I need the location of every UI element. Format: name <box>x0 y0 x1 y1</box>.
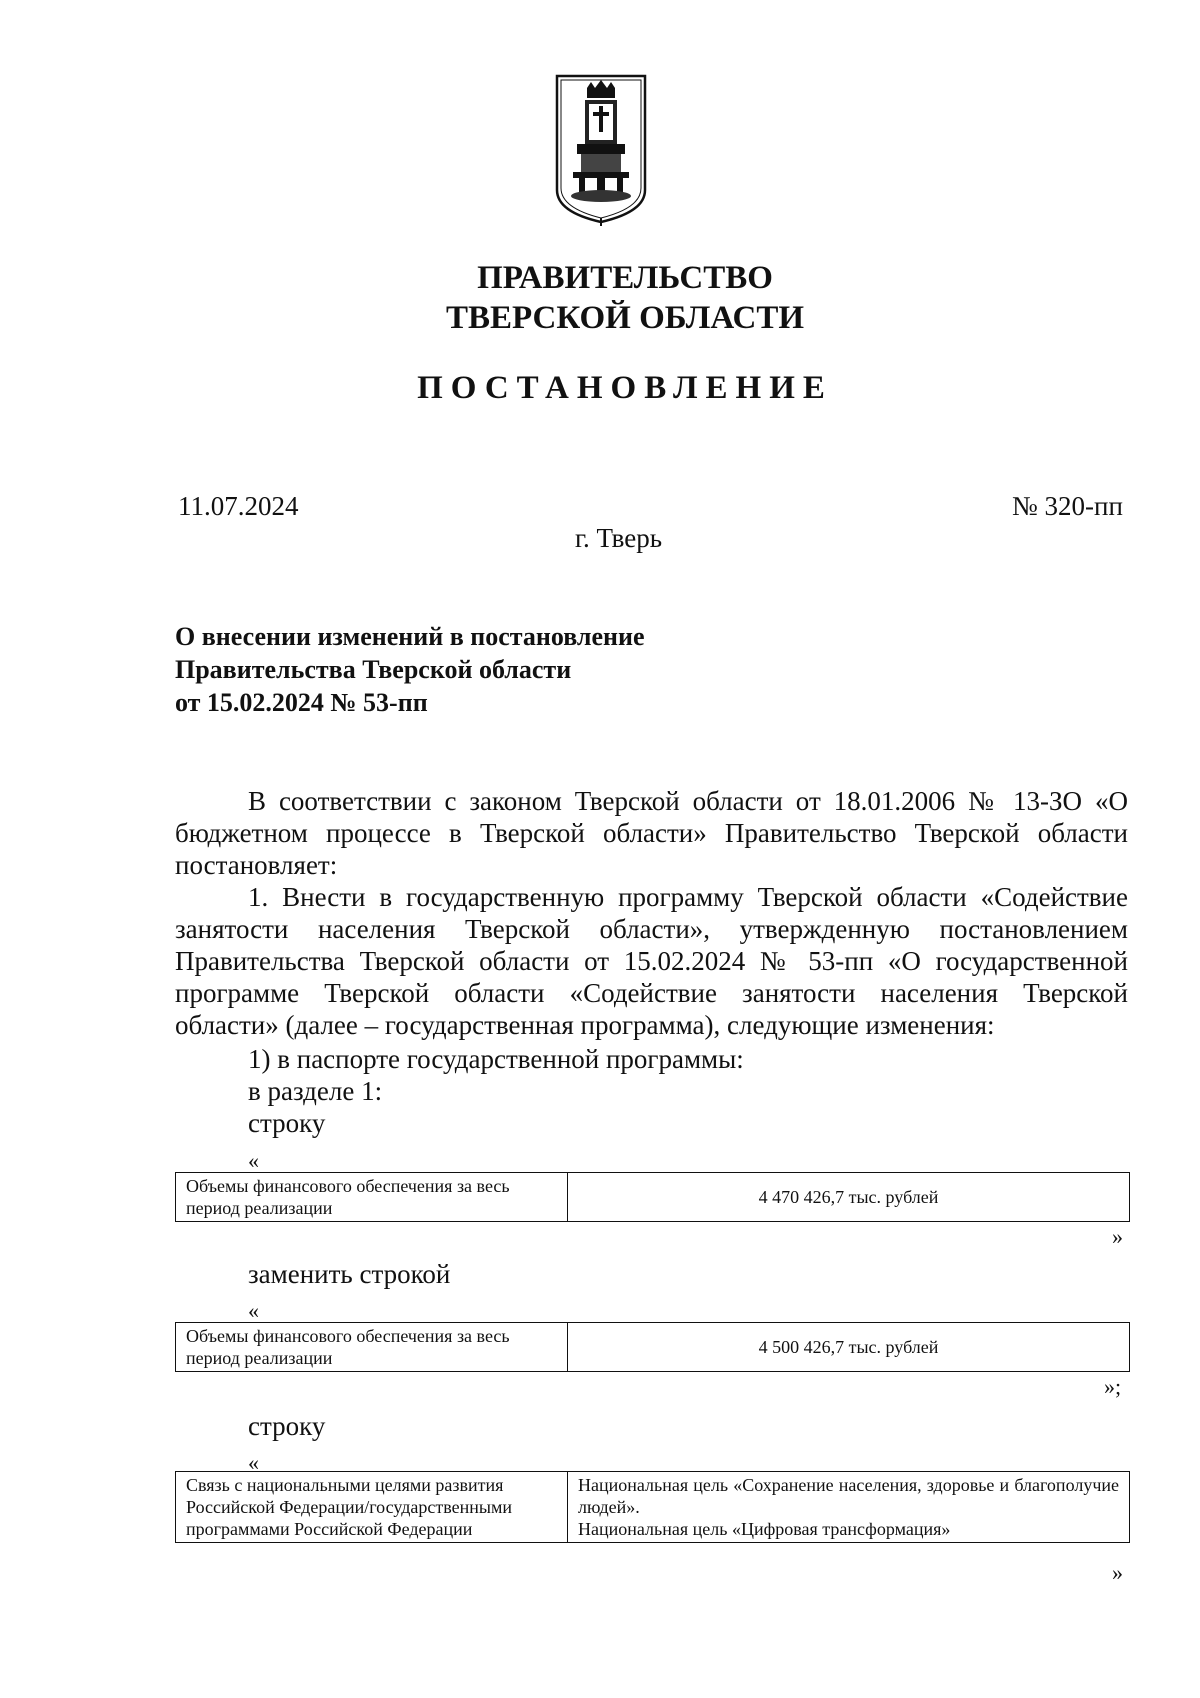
close-quote-semicolon: »; <box>1104 1374 1122 1399</box>
body-paragraph-2: 1. Внести в государственную программу Тверской области «Содействие занятости населения Тверской области», утвержденную постановлением Правительства Тверской области от 15.02.2024 № 53-пп «О государственной программе Тверской области «Содействие занятости населения Тверской области» (далее – государственная программа), следующие изменения: <box>175 882 1128 1040</box>
government-title <box>0 258 1200 338</box>
document-city: г. Тверь <box>575 523 663 553</box>
close-quote-3: » <box>1112 1560 1123 1585</box>
government-title-line2: ТВЕРСКОЙ ОБЛАСТИ <box>445 300 805 336</box>
table-funding-old <box>175 1172 1130 1222</box>
document-date: 11.07.2024 <box>178 491 299 521</box>
table-row <box>176 1173 1130 1222</box>
subject-line1: О внесении изменений в постановление <box>175 622 645 651</box>
table1-left-cell: Объемы финансового обеспечения за весь период реализации <box>176 1173 568 1222</box>
body-paragraph-1: В соответствии с законом Тверской области от 18.01.2006 № 13-ЗО «О бюджетном процессе в Тверской области» Правительство Тверской области постановляет: <box>175 786 1128 880</box>
table1-right-cell: 4 470 426,7 тыс. рублей <box>568 1173 1130 1222</box>
close-quote-1: » <box>1112 1224 1123 1249</box>
subject-line3: от 15.02.2024 № 53-пп <box>175 688 428 717</box>
table3-right-line2: Национальная цель «Цифровая трансформация» <box>578 1519 951 1539</box>
replace-label: заменить строкой <box>248 1259 451 1289</box>
table2-right-cell: 4 500 426,7 тыс. рублей <box>568 1323 1130 1372</box>
open-quote-1: « <box>248 1148 259 1173</box>
government-title-line1: ПРАВИТЕЛЬСТВО <box>477 260 773 296</box>
subject-line2: Правительства Тверской области <box>175 655 572 684</box>
table2-left-cell: Объемы финансового обеспечения за весь период реализации <box>176 1323 568 1372</box>
open-quote-3: « <box>248 1450 259 1475</box>
table-row <box>176 1323 1130 1372</box>
table3-right-line1: Национальная цель «Сохранение населения, здоровье и благополучие людей». <box>578 1475 1119 1517</box>
document-subject <box>175 620 645 719</box>
body-item-1: 1) в паспорте государственной программы: <box>248 1044 744 1074</box>
body-section: в разделе 1: <box>248 1076 383 1106</box>
coat-of-arms-emblem <box>553 72 649 228</box>
row-label-1: строку <box>248 1108 326 1138</box>
table-row <box>176 1472 1130 1543</box>
table3-right-cell <box>568 1472 1130 1543</box>
table3-left-cell: Связь с национальными целями развития Российской Федерации/государственными программами Российской Федерации <box>176 1472 568 1543</box>
document-type-title: ПОСТАНОВЛЕНИЕ <box>417 370 833 406</box>
row-label-2: строку <box>248 1411 326 1441</box>
table-national-goals <box>175 1471 1130 1543</box>
table-funding-new <box>175 1322 1130 1372</box>
document-number: № 320-пп <box>1012 491 1123 521</box>
open-quote-2: « <box>248 1298 259 1323</box>
